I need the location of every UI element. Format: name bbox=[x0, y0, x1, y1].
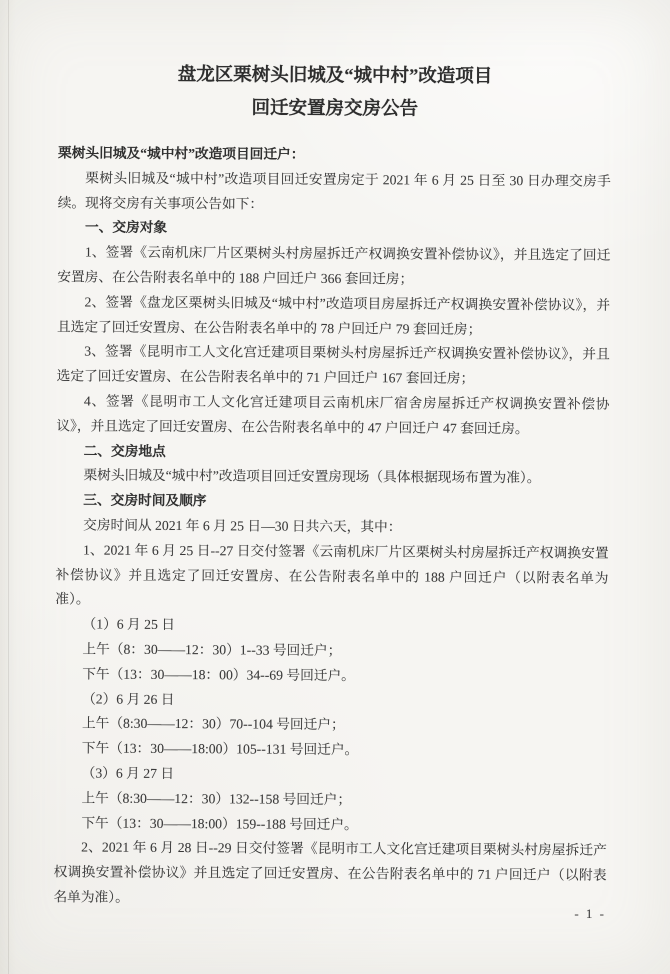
schedule-day-3: （3）6 月 27 日 bbox=[81, 765, 175, 781]
schedule-day3-morning: 上午（8:30——12：30）132--158 号回迁户； bbox=[81, 790, 352, 807]
schedule-day1-morning: 上午（8：30——12：30）1--33 号回迁户； bbox=[82, 641, 342, 658]
schedule-day2-afternoon: 下午（13：30——18:00）105--131 号回迁户。 bbox=[81, 740, 359, 758]
section-3-item-1: 1、2021 年 6 月 25 日--27 日交付签署《云南机床厂片区栗树头村房屋拆迁产权调换安置补偿协议》并且选定了回迁安置房、在公告附表名单中的 188 户回迁户（以附表名单为准）。 bbox=[55, 542, 609, 607]
title-line-1: 盘龙区栗树头旧城及“城中村”改造项目 bbox=[177, 65, 493, 87]
schedule-day-2: （2）6 月 26 日 bbox=[82, 690, 175, 707]
paper-edge-line bbox=[8, 0, 9, 974]
document-content bbox=[53, 0, 612, 913]
title-line-2: 回迁安置房交房公告 bbox=[251, 98, 419, 120]
document-body bbox=[53, 141, 611, 913]
section-2-heading: 二、交房地点 bbox=[83, 443, 166, 459]
page-number: - 1 - bbox=[574, 906, 606, 921]
schedule-day3-afternoon: 下午（13：30——18:00）159--188 号回迁户。 bbox=[81, 814, 358, 832]
schedule-day-1: （1）6 月 25 日 bbox=[82, 616, 176, 633]
section-1-heading: 一、交房对象 bbox=[84, 219, 168, 236]
section-1-item-2: 2、签署《盘龙区栗树头旧城及“城中村”改造项目房屋拆迁产权调换安置补偿协议》，并且选定了回迁安置房、在公告附表名单中的 78 户回迁户 79 套回迁房； bbox=[56, 294, 611, 337]
section-1-item-1: 1、签署《云南机床厂片区栗树头村房屋拆迁产权调换安置补偿协议》，并且选定了回迁安置房、在公告附表名单中的 188 户回迁户 366 套回迁房； bbox=[57, 244, 611, 287]
section-3-heading: 三、交房时间及顺序 bbox=[83, 492, 207, 509]
section-1-item-3: 3、签署《昆明市工人文化宫迁建项目栗树头村房屋拆迁产权调换安置补偿协议》，并且选定了回迁安置房、在公告附表名单中的 71 户回迁户 167 套回迁房； bbox=[56, 343, 610, 387]
section-2-location: 栗树头旧城及“城中村”改造项目回迁安置房现场（具体根据现场布置为准）。 bbox=[83, 467, 541, 486]
section-3-intro: 交房时间从 2021 年 6 月 25 日—30 日共六天，其中： bbox=[83, 517, 402, 535]
document-title bbox=[58, 0, 612, 128]
section-3-item-2: 2、2021 年 6 月 28 日--29 日交付签署《昆明市工人文化宫迁建项目栗树头村房屋拆迁产权调换安置补偿协议》并且选定了回迁安置房、在公告附表名单中的 71 户回迁户（以附表名单为准）。 bbox=[53, 839, 607, 905]
intro-paragraph: 栗树头旧城及“城中村”改造项目回迁安置房定于 2021 年 6 月 25 日至 30 日办理交房手续。现将交房有关事项公告如下： bbox=[57, 170, 611, 212]
schedule-day2-morning: 上午（8:30——12：30）70--104 号回迁户； bbox=[81, 715, 345, 733]
salutation-line: 栗树头旧城及“城中村”改造项目回迁户： bbox=[58, 145, 305, 162]
section-1-item-4: 4、签署《昆明市工人文化宫迁建项目云南机床厂宿舍房屋拆迁产权调换安置补偿协议》，并且选定了回迁安置房、在公告附表名单中的 47 户回迁户 47 套回迁房。 bbox=[56, 393, 610, 436]
schedule-day1-afternoon: 下午（13：30——18：00）34--69 号回迁户。 bbox=[82, 666, 355, 683]
